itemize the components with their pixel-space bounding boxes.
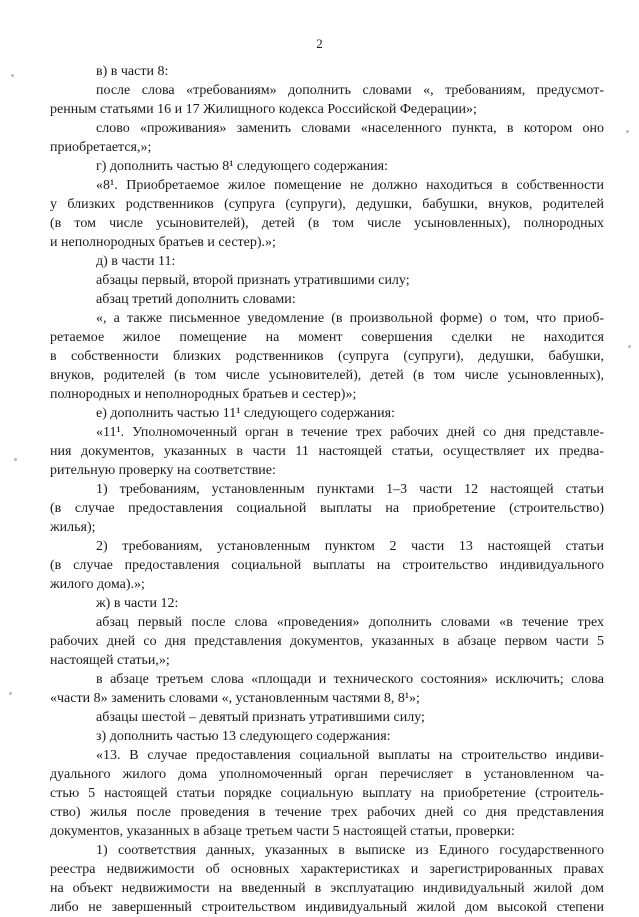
text-line: «11¹. Уполномоченный орган в течение трех рабочих дней со дня представле- [96,425,604,440]
text-line: реестра недвижимости об основных характеристиках и зарегистрированных правах [50,862,604,877]
text-line: абзацы первый, второй признать утратившими силу; [96,273,410,288]
text-line: внуков, родителей (в том числе усыновителей), детей (в том числе усыновленных), [50,368,604,383]
text-line: дуального жилого дома уполномоченный орган перечисляет в установленном ча- [50,767,604,782]
text-line: в) в части 8: [96,64,169,79]
text-line: документов, указанных в абзаце третьем части 5 настоящей статьи, проверки: [50,824,515,839]
text-line: абзацы шестой – девятый признать утратившими силу; [96,710,425,725]
text-line: после слова «требованиям» дополнить словами «, требованиям, предусмот- [96,83,604,98]
text-line: ж) в части 12: [96,596,179,611]
text-line: стью 5 настоящей статьи порядке социальную выплату на приобретение (строитель- [50,786,604,801]
text-line: «, а также письменное уведомление (в произвольной форме) о том, что приоб- [96,311,604,326]
text-line: 1) требованиям, установленным пунктами 1–3 части 12 настоящей статьи [96,482,604,497]
scan-dot [9,692,12,695]
text-line: слово «проживания» заменить словами «населенного пункта, в котором оно [96,121,604,136]
text-line: г) дополнить частью 8¹ следующего содержания: [96,159,388,174]
text-line: (в случае предоставления социальной выплаты на строительство индивидуального [50,558,604,573]
text-line: рительную проверку на соответствие: [50,463,276,478]
text-line: либо не завершенный строительством индивидуальный жилой дом высокой степени [50,900,604,915]
text-line: в абзаце третьем слова «площади и технического состояния» исключить; слова [96,672,604,687]
text-line: полнородных и неполнородных братьев и сестер)»; [50,387,357,402]
text-line: д) в части 11: [96,254,176,269]
text-line: «13. В случае предоставления социальной выплаты на строительство индиви- [96,748,604,763]
page-number: 2 [316,36,323,51]
text-line: 2) требованиям, установленным пунктом 2 части 13 настоящей статьи [96,539,604,554]
text-line: (в случае предоставления социальной выплаты на приобретение (строительство) [50,501,604,516]
text-line: ренным статьями 16 и 17 Жилищного кодекса Российской Федерации»; [50,102,477,117]
text-line: е) дополнить частью 11¹ следующего содержания: [96,406,395,421]
text-line: жилого дома).»; [50,577,145,592]
text-line: настоящей статьи,»; [50,653,170,668]
text-line: 1) соответствия данных, указанных в выписке из Единого государственного [96,843,604,858]
text-line: рабочих дней со дня представления документов, указанных в абзаце первом части 5 [50,634,604,649]
text-line: з) дополнить частью 13 следующего содержания: [96,729,391,744]
text-line: в собственности близких родственников (супруга (супруги), дедушки, бабушки, [50,349,604,364]
text-line: ретаемое жилое помещение на момент совершения сделки не находится [50,330,604,345]
scan-dot [626,130,629,133]
text-line: и неполнородных братьев и сестер).»; [50,235,276,250]
text-line: приобретается,»; [50,140,152,155]
scan-dot [628,345,631,348]
text-line: (в том числе усыновителей), детей (в том числе усыновленных), полнородных [50,216,604,231]
text-line: «8¹. Приобретаемое жилое помещение не должно находиться в собственности [96,178,604,193]
scan-dot [11,74,14,77]
text-line: абзац третий дополнить словами: [96,292,296,307]
scan-dot [14,458,17,461]
text-line: ния документов, указанных в части 11 настоящей статьи, осуществляет их предва- [50,444,604,459]
text-line: на объект недвижимости на введенный в эксплуатацию индивидуальный жилой дом [50,881,604,896]
text-line: абзац первый после слова «проведения» дополнить словами «в течение трех [96,615,604,630]
text-line: «части 8» заменить словами «, установленным частями 8, 8¹»; [50,691,420,706]
text-line: у близких родственников (супруга (супруги), дедушки, бабушки, внуков, родителей [50,197,604,212]
document-body [50,62,604,917]
text-line: жилья); [50,520,96,535]
text-line: ство) жилья после проведения в течение трех рабочих дней со дня представления [50,805,604,820]
